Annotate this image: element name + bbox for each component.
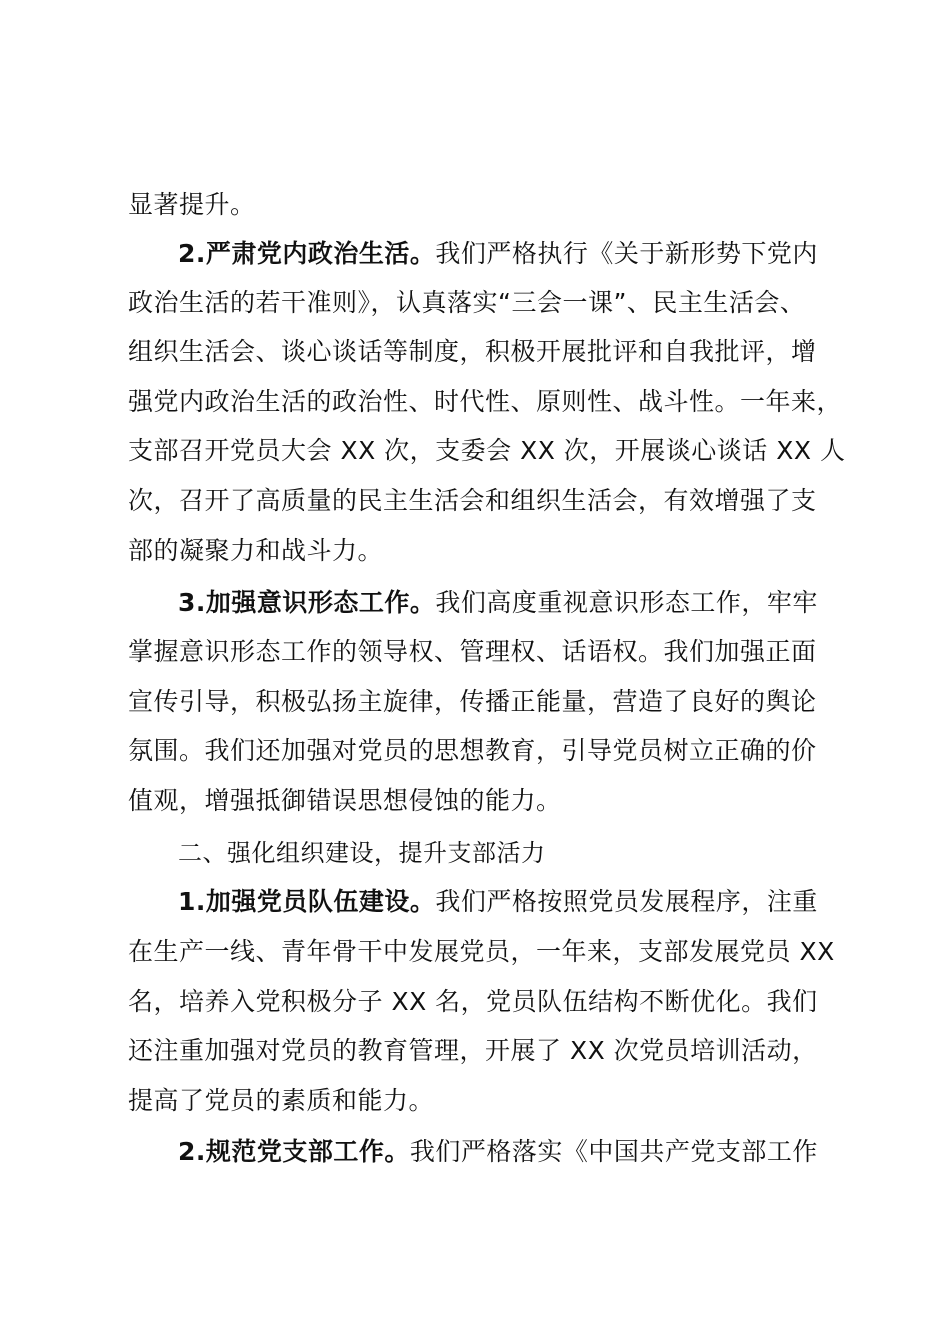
paragraph-line: 名，培养入党积极分子 XX 名，党员队伍结构不断优化。我们 bbox=[128, 987, 818, 1016]
paragraph-line: 组织生活会、谈心谈话等制度，积极开展批评和自我批评，增 bbox=[128, 337, 817, 366]
paragraph-line: 氛围。我们还加强对党员的思想教育，引导党员树立正确的价 bbox=[128, 736, 817, 765]
paragraph-first-line bbox=[178, 885, 898, 919]
paragraph-line: 掌握意识形态工作的领导权、管理权、话语权。我们加强正面 bbox=[128, 637, 817, 666]
paragraph-heading-bold: 2.规范党支部工作。 bbox=[178, 1137, 410, 1166]
paragraph-text: 我们严格执行《关于新形势下党内 bbox=[435, 239, 818, 268]
paragraph-first-line bbox=[178, 1135, 898, 1169]
paragraph-first-line bbox=[178, 586, 898, 620]
paragraph-line: 政治生活的若干准则》，认真落实“三会一课”、民主生活会、 bbox=[128, 288, 806, 317]
paragraph-first-line bbox=[178, 237, 898, 271]
paragraph-text: 我们严格落实《中国共产党支部工作 bbox=[409, 1137, 818, 1166]
paragraph-line: 支部召开党员大会 XX 次，支委会 XX 次，开展谈心谈话 XX 人 bbox=[128, 436, 846, 465]
paragraph-heading-bold: 1.加强党员队伍建设。 bbox=[178, 887, 436, 916]
paragraph-line: 强党内政治生活的政治性、时代性、原则性、战斗性。一年来， bbox=[128, 387, 843, 416]
paragraph-heading-bold: 2.严肃党内政治生活。 bbox=[178, 239, 436, 268]
paragraph-heading-bold: 3.加强意识形态工作。 bbox=[178, 588, 436, 617]
paragraph-line: 次，召开了高质量的民主生活会和组织生活会，有效增强了支 bbox=[128, 486, 817, 515]
paragraph-line: 显著提升。 bbox=[128, 190, 256, 219]
paragraph-text: 我们高度重视意识形态工作，牢牢 bbox=[435, 588, 818, 617]
paragraph-line: 提高了党员的素质和能力。 bbox=[128, 1086, 435, 1115]
paragraph-line: 宣传引导，积极弘扬主旋律，传播正能量，营造了良好的舆论 bbox=[128, 687, 817, 716]
paragraph-line: 部的凝聚力和战斗力。 bbox=[128, 536, 384, 565]
paragraph-text: 我们严格按照党员发展程序，注重 bbox=[435, 887, 818, 916]
paragraph-line: 还注重加强对党员的教育管理，开展了 XX 次党员培训活动， bbox=[128, 1036, 818, 1065]
section-heading: 二、强化组织建设，提升支部活力 bbox=[178, 839, 546, 867]
paragraph-line: 在生产一线、青年骨干中发展党员，一年来，支部发展党员 XX bbox=[128, 937, 835, 966]
paragraph-line: 值观，增强抵御错误思想侵蚀的能力。 bbox=[128, 786, 562, 815]
